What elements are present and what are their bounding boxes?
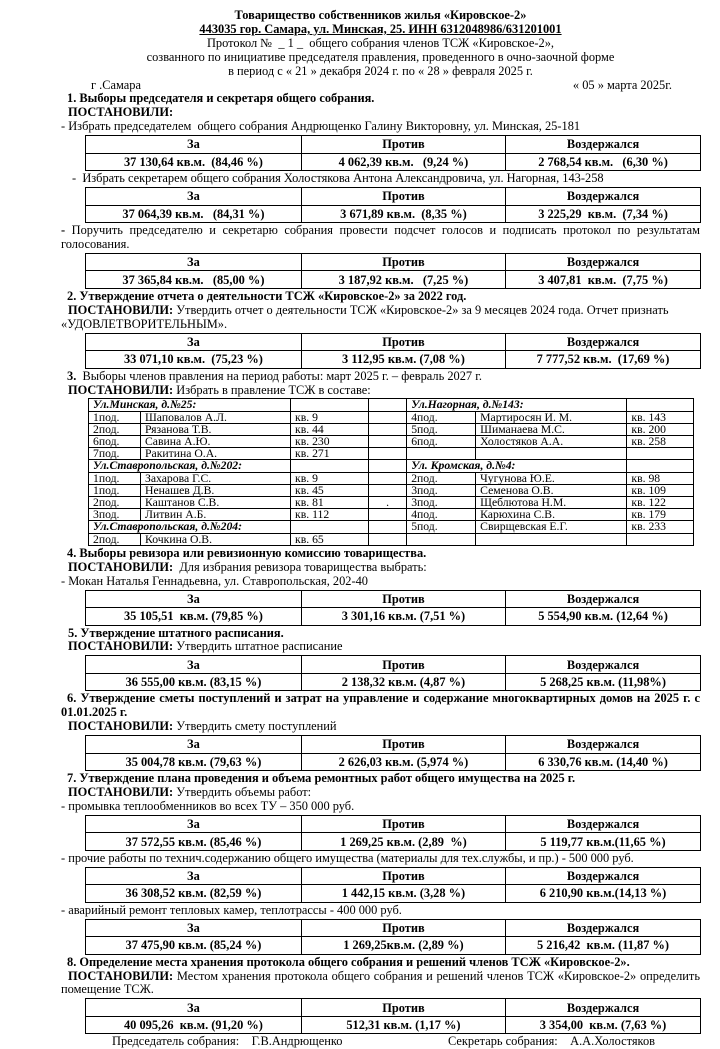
vote-value-row [86, 937, 701, 955]
vote-value-za: 40 095,26 кв.м. (91,20 %) [86, 1016, 302, 1034]
vote-value-vozd: 3 225,29 кв.м. (7,34 %) [506, 205, 701, 223]
vote-value-row [86, 673, 701, 691]
vote-value-protiv: 3 301,16 кв.м. (7,51 %) [301, 608, 505, 626]
member-row [89, 448, 694, 460]
street-right: Ул. Кромская, д.№4: [407, 460, 627, 472]
member-name: Карюхина С.В. [476, 509, 627, 521]
vote-value-za: 37 365,84 кв.м. (85,00 %) [86, 271, 302, 289]
empty-cell [369, 423, 407, 435]
apartment: кв. 44 [291, 423, 369, 435]
protocol-number-line: Протокол № _ 1 _ общего собрания членов ТСЖ «Кировское-2», [206, 35, 554, 50]
apartment: кв. 233 [627, 521, 694, 533]
vote-table-4 [85, 333, 701, 369]
entrance: 3под. [407, 497, 476, 509]
apartment: кв. 65 [291, 533, 369, 545]
apartment [627, 533, 694, 545]
vote-value-protiv: 1 269,25кв.м. (2,89 %) [301, 937, 505, 955]
street-left: Ул.Ставропольская, д.№204: [89, 521, 291, 533]
apartment: кв. 109 [627, 484, 694, 496]
vote-value-za: 37 064,39 кв.м. (84,31 %) [86, 205, 302, 223]
resolved-label: ПОСТАНОВИЛИ: [68, 719, 174, 734]
vote-header-row [86, 999, 701, 1017]
street-header-and-member-row [89, 521, 694, 533]
vote-value-za: 37 475,90 кв.м. (85,24 %) [86, 937, 302, 955]
board-members-table [88, 398, 694, 545]
vote-value-row [86, 885, 701, 903]
empty-cell [291, 399, 369, 411]
vote-header-vozd: Воздержался [506, 188, 701, 206]
empty-cell [369, 448, 407, 460]
entrance: 3под. [89, 509, 141, 521]
member-name: Семенова О.В. [476, 484, 627, 496]
vote-value-protiv: 2 626,03 кв.м. (5,974 %) [301, 753, 505, 771]
section-7-resolution: ПОСТАНОВИЛИ: Утвердить объемы работ: [68, 785, 312, 799]
resolved-label: ПОСТАНОВИЛИ: [68, 968, 174, 983]
entrance: 2под. [407, 472, 476, 484]
vote-header-za: За [86, 333, 302, 351]
vote-value-row [86, 833, 701, 851]
vote-header-protiv: Против [301, 656, 505, 674]
vote-value-vozd: 5 554,90 кв.м. (12,64 %) [506, 608, 701, 626]
vote-header-vozd: Воздержался [506, 333, 701, 351]
vote-header-row [86, 736, 701, 754]
vote-value-vozd: 5 119,77 кв.м.(11,65 %) [506, 833, 701, 851]
apartment: кв. 9 [291, 472, 369, 484]
section-5-resolution: ПОСТАНОВИЛИ: Утвердить штатное расписание [68, 639, 343, 654]
vote-header-vozd: Воздержался [506, 919, 701, 937]
vote-value-protiv: 1 442,15 кв.м. (3,28 %) [301, 885, 505, 903]
empty-cell [369, 472, 407, 484]
vote-value-vozd: 6 210,90 кв.м.(14,13 %) [506, 885, 701, 903]
vote-header-za: За [86, 136, 302, 154]
protocol-initiative-line: созванного по инициативе председателя правления, проведенного в очно-заочной форме [146, 49, 615, 64]
section-3-number: 3. [67, 368, 77, 383]
vote-header-row [86, 188, 701, 206]
member-row [89, 533, 694, 545]
vote-table-10 [85, 919, 701, 955]
section-6-resolution: ПОСТАНОВИЛИ: Утвердить смету поступлений [68, 719, 337, 734]
vote-header-row [86, 136, 701, 154]
entrance: 2под. [89, 497, 141, 509]
section-8-resolution: ПОСТАНОВИЛИ: Местом хранения протокола общего собрания и решений членов ТСЖ «Кировское-2» определить помещение ТСЖ. [61, 968, 700, 997]
empty-cell [369, 521, 407, 533]
empty-cell [369, 484, 407, 496]
vote-header-za: За [86, 867, 302, 885]
resolved-label: ПОСТАНОВИЛИ: [68, 785, 174, 799]
apartment: кв. 112 [291, 509, 369, 521]
vote-header-row [86, 656, 701, 674]
member-row [89, 497, 694, 509]
vote-value-za: 36 308,52 кв.м. (82,59 %) [86, 885, 302, 903]
vote-header-protiv: Против [301, 815, 505, 833]
section-7-work-item-1: - промывка теплообменников во всех ТУ – 350 000 руб. [61, 798, 355, 813]
section-3-title: 3. Выборы членов правления на период работы: март 2025 г. – февраль 2027 г. [67, 368, 483, 383]
apartment: кв. 200 [627, 423, 694, 435]
member-row [89, 484, 694, 496]
vote-value-za: 35 105,51 кв.м. (79,85 %) [86, 608, 302, 626]
empty-cell [291, 460, 369, 472]
vote-header-za: За [86, 590, 302, 608]
vote-header-row [86, 253, 701, 271]
apartment: кв. 258 [627, 436, 694, 448]
entrance: 1под. [89, 484, 141, 496]
vote-value-row [86, 608, 701, 626]
vote-value-za: 33 071,10 кв.м. (75,23 %) [86, 351, 302, 369]
vote-value-za: 37 130,64 кв.м. (84,46 %) [86, 153, 302, 171]
member-row [89, 509, 694, 521]
vote-value-protiv: 3 671,89 кв.м. (8,35 %) [301, 205, 505, 223]
vote-value-za: 35 004,78 кв.м. (79,63 %) [86, 753, 302, 771]
vote-header-protiv: Против [301, 736, 505, 754]
entrance: 3под. [407, 484, 476, 496]
member-row [89, 436, 694, 448]
entrance: 4под. [407, 509, 476, 521]
vote-header-vozd: Воздержался [506, 253, 701, 271]
vote-header-protiv: Против [301, 919, 505, 937]
empty-cell [369, 411, 407, 423]
member-name: Литвин А.Б. [141, 509, 291, 521]
member-row [89, 423, 694, 435]
entrance [407, 448, 476, 460]
entrance: 4под. [407, 411, 476, 423]
empty-cell [291, 521, 369, 533]
resolved-label: ПОСТАНОВИЛИ: [68, 639, 174, 654]
date-label: « 05 » марта 2025г. [572, 77, 672, 92]
vote-header-vozd: Воздержался [506, 867, 701, 885]
member-row [89, 472, 694, 484]
vote-header-protiv: Против [301, 867, 505, 885]
vote-value-row [86, 205, 701, 223]
section-2-title: 2. Утверждение отчета о деятельности ТСЖ «Кировское-2» за 2022 год. [67, 288, 467, 303]
section-1-title: 1. Выборы председателя и секретаря общего собрания. [67, 91, 375, 106]
member-name: Каштанов С.В. [141, 497, 291, 509]
section-6-title: 6. Утверждение сметы поступлений и затрат на управление и содержание многоквартирных домов на 2025 г. с 01.01.2025 г. [61, 691, 700, 720]
apartment: кв. 81 [291, 497, 369, 509]
member-name: Мартиросян И. М. [476, 411, 627, 423]
vote-header-row [86, 815, 701, 833]
member-name [476, 448, 627, 460]
vote-header-za: За [86, 815, 302, 833]
street-header-row [89, 399, 694, 411]
street-right: Ул.Нагорная, д.№143: [407, 399, 627, 411]
vote-header-protiv: Против [301, 999, 505, 1017]
entrance: 6под. [407, 436, 476, 448]
entrance: 1под. [89, 472, 141, 484]
entrance: 5под. [407, 521, 476, 533]
apartment [627, 448, 694, 460]
vote-header-row [86, 590, 701, 608]
vote-header-vozd: Воздержался [506, 815, 701, 833]
vote-header-vozd: Воздержался [506, 736, 701, 754]
street-left: Ул.Минская, д.№25: [89, 399, 291, 411]
vote-value-vozd: 3 354,00 кв.м. (7,63 %) [506, 1016, 701, 1034]
member-name [476, 533, 627, 545]
apartment: кв. 143 [627, 411, 694, 423]
vote-header-row [86, 867, 701, 885]
section-4-candidate: - Мокан Наталья Геннадьевна, ул. Ставропольская, 202-40 [61, 573, 368, 588]
vote-header-za: За [86, 253, 302, 271]
member-name: Ракитина О.А. [141, 448, 291, 460]
vote-value-protiv: 3 112,95 кв.м. (7,08 %) [301, 351, 505, 369]
entrance: 2под. [89, 423, 141, 435]
entrance: 5под. [407, 423, 476, 435]
entrance: 7под. [89, 448, 141, 460]
vote-header-row [86, 919, 701, 937]
vote-table-7 [85, 735, 701, 771]
member-name: Ненашев Д.В. [141, 484, 291, 496]
vote-header-vozd: Воздержался [506, 136, 701, 154]
vote-value-vozd: 5 268,25 кв.м. (11,98%) [506, 673, 701, 691]
doc-title: Товарищество собственников жилья «Кировское-2» [234, 8, 527, 22]
apartment: кв. 122 [627, 497, 694, 509]
member-name: Чугунова Ю.Е. [476, 472, 627, 484]
section-7-work-item-2: - прочие работы по технич.содержанию общего имущества (материалы для тех.службы, и пр.) - 500 000 руб. [61, 850, 634, 865]
section-3-resolution: ПОСТАНОВИЛИ: Избрать в правление ТСЖ в составе: [68, 382, 371, 397]
vote-header-vozd: Воздержался [506, 656, 701, 674]
apartment: кв. 179 [627, 509, 694, 521]
member-name: Кочкина О.В. [141, 533, 291, 545]
member-name: Свирщевская Е.Г. [476, 521, 627, 533]
vote-value-za: 37 572,55 кв.м. (85,46 %) [86, 833, 302, 851]
vote-header-za: За [86, 656, 302, 674]
place-date-row [61, 79, 700, 93]
apartment: кв. 9 [291, 411, 369, 423]
empty-cell [369, 436, 407, 448]
dash: - [61, 223, 66, 238]
vote-value-protiv: 3 187,92 кв.м. (7,25 %) [301, 271, 505, 289]
chairman-signature: Председатель собрания: Г.В.Андрющенко [112, 1034, 343, 1049]
street-left: Ул.Ставропольская, д.№202: [89, 460, 291, 472]
vote-value-vozd: 5 216,42 кв.м. (11,87 %) [506, 937, 701, 955]
vote-table-8 [85, 815, 701, 851]
vote-value-row [86, 351, 701, 369]
vote-header-za: За [86, 999, 302, 1017]
entrance: 6под. [89, 436, 141, 448]
vote-header-vozd: Воздержался [506, 590, 701, 608]
vote-value-vozd: 7 777,52 кв.м. (17,69 %) [506, 351, 701, 369]
member-name: Холостяков А.А. [476, 436, 627, 448]
vote-value-row [86, 271, 701, 289]
place-label: г .Самара [91, 77, 141, 92]
member-row [89, 411, 694, 423]
vote-header-za: За [86, 736, 302, 754]
vote-value-protiv: 4 062,39 кв.м. (9,24 %) [301, 153, 505, 171]
vote-table-3 [85, 253, 701, 289]
vote-value-row [86, 1016, 701, 1034]
vote-header-protiv: Против [301, 253, 505, 271]
vote-value-vozd: 2 768,54 кв.м. (6,30 %) [506, 153, 701, 171]
vote-value-vozd: 6 330,76 кв.м. (14,40 %) [506, 753, 701, 771]
vote-header-protiv: Против [301, 333, 505, 351]
vote-value-vozd: 3 407,81 кв.м. (7,75 %) [506, 271, 701, 289]
empty-cell [369, 399, 407, 411]
vote-header-za: За [86, 919, 302, 937]
street-header-row [89, 460, 694, 472]
vote-table-2 [85, 187, 701, 223]
vote-table-9 [85, 867, 701, 903]
vote-header-protiv: Против [301, 136, 505, 154]
section-2-resolution: ПОСТАНОВИЛИ: Утвердить отчет о деятельности ТСЖ «Кировское-2» за 9 месяцев 2024 года. Отчет признать «УДОВЛЕТВОРИТЕЛЬНЫМ». [61, 302, 669, 331]
resolved-label: ПОСТАНОВИЛИ: [68, 559, 174, 574]
member-name: Захарова Г.С. [141, 472, 291, 484]
section-1-item-count-votes: - Поручить председателю и секретарю собрания провести подсчет голосов и подписать протокол по результатам голосования. [61, 223, 700, 251]
vote-table-11 [85, 998, 701, 1034]
section-5-title: 5. Утверждение штатного расписания. [68, 625, 284, 640]
signatures-row [61, 1035, 700, 1049]
member-name: Щеблютова Н.М. [476, 497, 627, 509]
doc-address-inn: 443035 гор. Самара, ул. Минская, 25. ИНН 6312048986/631201001 [199, 21, 562, 36]
section-8-title: 8. Определение места хранения протокола общего собрания и решений членов ТСЖ «Кировское-2». [67, 954, 630, 969]
vote-table-5 [85, 590, 701, 626]
vote-value-protiv: 512,31 кв.м. (1,17 %) [301, 1016, 505, 1034]
vote-table-1 [85, 135, 701, 171]
resolved-label: ПОСТАНОВИЛИ: [68, 302, 174, 317]
apartment: кв. 98 [627, 472, 694, 484]
vote-header-protiv: Против [301, 590, 505, 608]
empty-cell [369, 533, 407, 545]
vote-value-row [86, 753, 701, 771]
apartment: кв. 230 [291, 436, 369, 448]
entrance: 1под. [89, 411, 141, 423]
protocol-period-line: в период с « 21 » декабря 2024 г. по « 28 » февраля 2025 г. [228, 63, 533, 78]
section-4-title: 4. Выборы ревизора или ревизионную комиссию товарищества. [67, 545, 427, 560]
member-name: Шиманаева М.С. [476, 423, 627, 435]
vote-value-protiv: 2 138,32 кв.м. (4,87 %) [301, 673, 505, 691]
vote-header-row [86, 333, 701, 351]
vote-value-protiv: 1 269,25 кв.м. (2,89 %) [301, 833, 505, 851]
vote-table-6 [85, 655, 701, 691]
empty-cell [369, 509, 407, 521]
vote-header-protiv: Против [301, 188, 505, 206]
empty-cell [369, 460, 407, 472]
empty-cell [627, 460, 694, 472]
member-name: Рязанова Т.В. [141, 423, 291, 435]
vote-header-za: За [86, 188, 302, 206]
entrance [407, 533, 476, 545]
vote-header-vozd: Воздержался [506, 999, 701, 1017]
section-1-resolved-label: ПОСТАНОВИЛИ: [68, 105, 174, 120]
empty-cell [627, 399, 694, 411]
member-name: Савина А.Ю. [141, 436, 291, 448]
resolved-label: ПОСТАНОВИЛИ: [68, 382, 174, 397]
section-7-title: 7. Утверждение плана проведения и объема ремонтных работ общего имущества на 2025 г. [67, 771, 576, 786]
member-name: Шаповалов А.Л. [141, 411, 291, 423]
apartment: кв. 45 [291, 484, 369, 496]
section-7-work-item-3: - аварийный ремонт тепловых камер, теплотрассы - 400 000 руб. [61, 902, 402, 917]
vote-value-row [86, 153, 701, 171]
section-4-resolution: ПОСТАНОВИЛИ: Для избрания ревизора товарищества выбрать: [68, 559, 427, 574]
dot-cell: . [369, 497, 407, 509]
section-1-item-chairman: - Избрать председателем общего собрания Андрющенко Галину Викторовну, ул. Минская, 25-181 [61, 119, 581, 134]
section-1-item-secretary: - Избрать секретарем общего собрания Холостякова Антона Александровича, ул. Нагорная, 143-258 [72, 171, 604, 186]
apartment: кв. 271 [291, 448, 369, 460]
entrance: 2под. [89, 533, 141, 545]
vote-value-za: 36 555,00 кв.м. (83,15 %) [86, 673, 302, 691]
secretary-signature: Секретарь собрания: А.А.Холостяков [448, 1034, 655, 1049]
